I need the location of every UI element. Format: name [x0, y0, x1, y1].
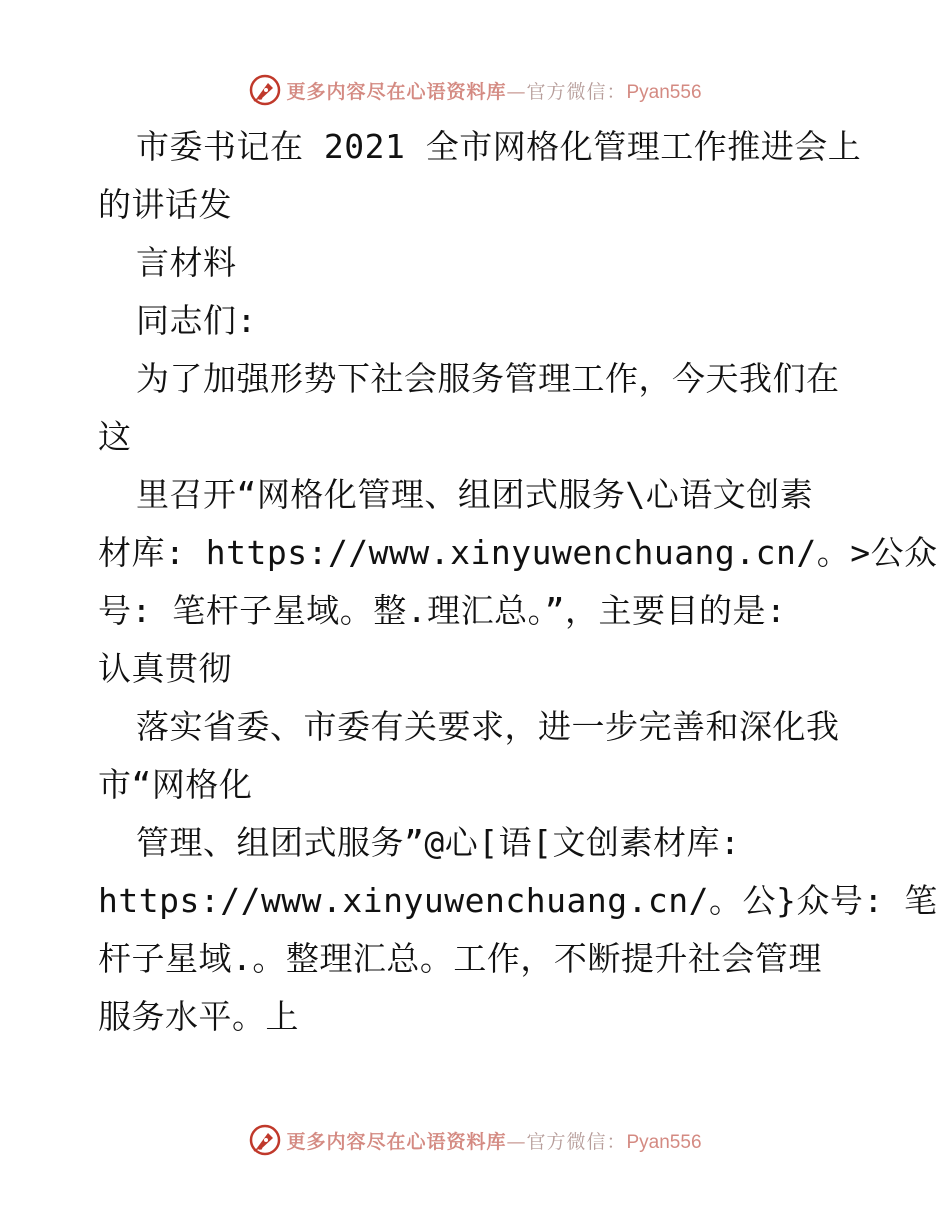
doc-line: 这	[98, 417, 132, 456]
footer-banner	[0, 1120, 950, 1160]
doc-line: 里召开“网格化管理、组团式服务\心语文创素	[136, 475, 814, 514]
banner-wechat-label: 官方微信：	[526, 80, 627, 103]
doc-line: 服务水平。上	[98, 997, 299, 1036]
doc-line: 管理、组团式服务”@心[语[文创素材库:	[136, 823, 741, 862]
banner-text	[286, 1127, 701, 1154]
doc-line: 杆子星域.。整理汇总。工作，不断提升社会管理	[98, 939, 822, 978]
doc-line: 认真贯彻	[98, 649, 232, 688]
banner-prefix: 更多内容尽在心语资料库	[286, 1130, 507, 1153]
banner-text	[286, 77, 701, 104]
doc-line: 为了加强形势下社会服务管理工作，今天我们在	[136, 359, 840, 398]
doc-line: 同志们:	[136, 301, 257, 340]
banner-dash: —	[506, 1130, 527, 1153]
banner-prefix: 更多内容尽在心语资料库	[286, 80, 507, 103]
doc-line: 言材料	[136, 243, 237, 282]
doc-line: 市“网格化	[98, 765, 253, 804]
banner-dash: —	[506, 80, 527, 103]
pen-nib-logo-icon	[248, 73, 282, 107]
document-body	[98, 118, 938, 1046]
banner-wechat-id: Pyan556	[626, 81, 702, 103]
pen-nib-logo-icon	[248, 1123, 282, 1157]
doc-line: 市委书记在 2021 全市网格化管理工作推进会上	[136, 127, 862, 166]
header-banner	[0, 70, 950, 110]
doc-line: 材库: https://www.xinyuwenchuang.cn/。>公众	[98, 533, 938, 572]
doc-line: 落实省委、市委有关要求，进一步完善和深化我	[136, 707, 840, 746]
doc-line: 号: 笔杆子星域。整.理汇总。”，主要目的是:	[98, 591, 787, 630]
banner-wechat-id: Pyan556	[626, 1131, 702, 1153]
doc-line: 的讲话发	[98, 185, 232, 224]
doc-line: https://www.xinyuwenchuang.cn/。公}众号: 笔	[98, 881, 938, 920]
banner-wechat-label: 官方微信：	[526, 1130, 627, 1153]
